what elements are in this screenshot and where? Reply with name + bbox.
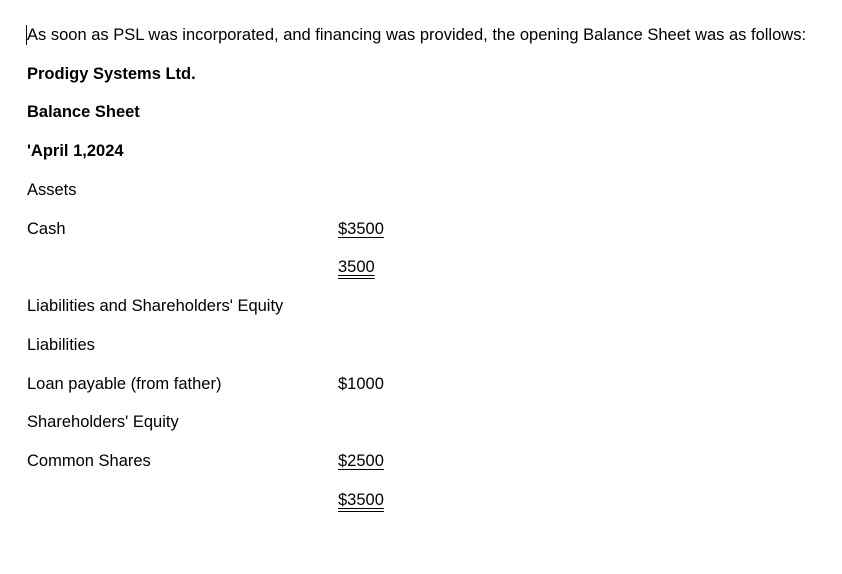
total-liabilities-equity: $3500	[338, 491, 384, 509]
total-assets: 3500	[338, 258, 375, 276]
loan-label: Loan payable (from father)	[27, 375, 222, 393]
liabilities-heading: Liabilities	[27, 336, 95, 354]
equity-heading: Shareholders' Equity	[27, 413, 179, 431]
intro-paragraph[interactable]: As soon as PSL was incorporated, and financing was provided, the opening Balance Sheet was as follows:	[27, 26, 807, 44]
cash-label: Cash	[27, 220, 66, 238]
statement-date: 'April 1,2024	[27, 142, 124, 160]
common-shares-label: Common Shares	[27, 452, 151, 470]
liabilities-equity-heading: Liabilities and Shareholders' Equity	[27, 297, 284, 315]
common-shares-amount: $2500	[338, 452, 384, 470]
cash-amount: $3500	[338, 220, 384, 238]
company-name: Prodigy Systems Ltd.	[27, 65, 196, 83]
loan-amount: $1000	[338, 375, 384, 393]
assets-heading: Assets	[27, 181, 77, 199]
statement-title: Balance Sheet	[27, 103, 140, 121]
